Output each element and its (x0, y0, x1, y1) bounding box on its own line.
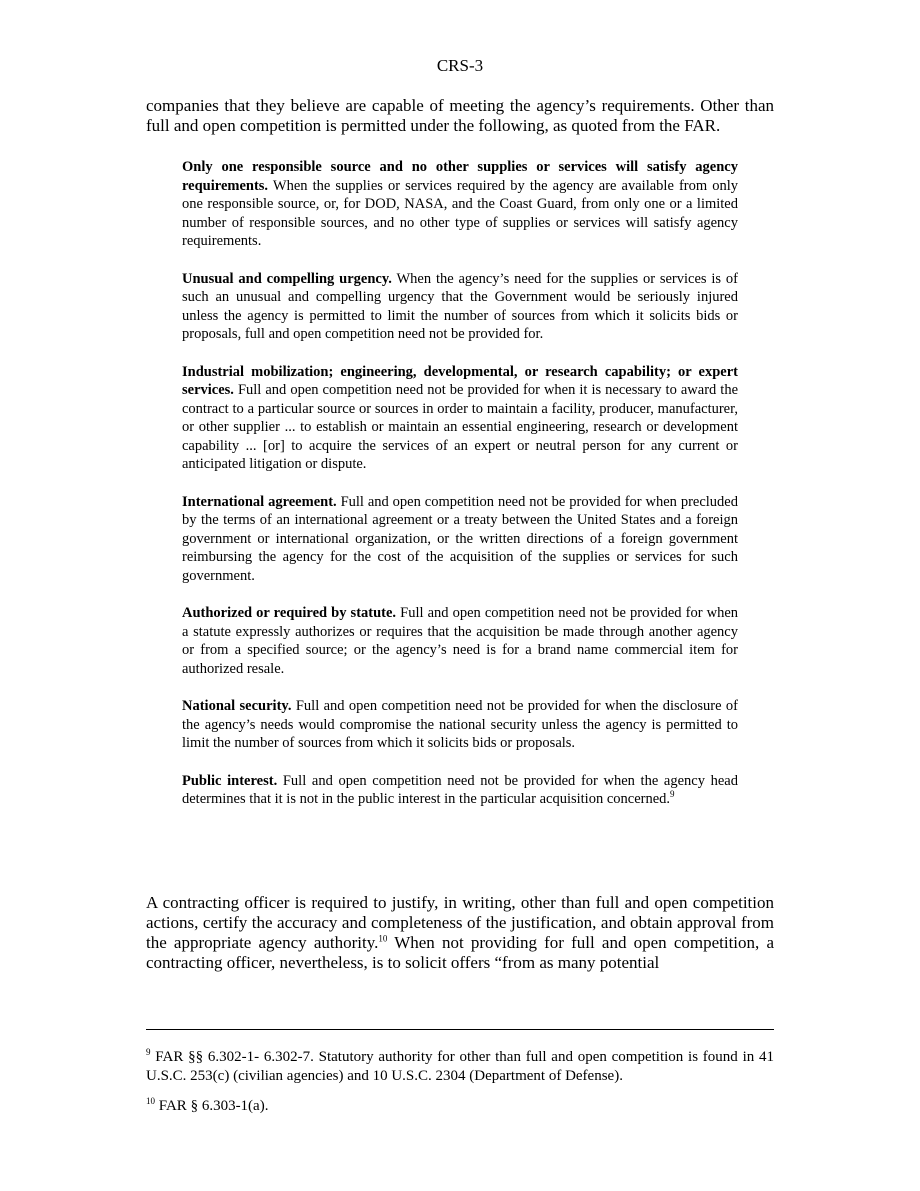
quote-text: Full and open competition need not be provided for when the disclosure of the agency’s needs would compromise the national security unless the agency is permitted to limit the number of sources from which it solicits bids or proposals. (182, 698, 738, 751)
quote-public-interest (182, 772, 738, 809)
quote-text: When the supplies or services required by the agency are available from only one responsible source, or, for DOD, NASA, and the Coast Guard, from only one or a limited number of responsible sources, and no other type of supplies or services will satisfy agency requirements. (182, 177, 739, 249)
quote-heading: Authorized or required by statute. (182, 605, 397, 621)
quote-industrial-mobilization (182, 363, 738, 474)
footnote-number: 10 (146, 1096, 155, 1106)
closing-paragraph (146, 893, 774, 973)
closing-text-part2: When not providing for full and open competition, a contracting officer, nevertheless, is to solicit offers “from as many potential (146, 933, 774, 972)
footnote (146, 1097, 774, 1116)
footnote-divider (146, 1029, 774, 1030)
quote-text: When the agency’s need for the supplies or services is of such an unusual and compelling urgency that the Government would be seriously injured unless the agency is permitted to limit the number of sources from which it solicits bids or proposals, full and open competition need not be provided for. (182, 270, 738, 342)
quote-heading: International agreement. (182, 493, 337, 510)
quote-statute (182, 604, 738, 678)
footnotes (146, 1048, 774, 1127)
footnote-text: FAR §§ 6.302-1- 6.302-7. Statutory authority for other than full and open competition is found in 41 U.S.C. 253(c) (civilian agencies) and 10 U.S.C. 2304 (Department of Defense). (146, 1049, 774, 1084)
closing-text-part1: A contracting officer is required to justify, in writing, other than full and open competition actions, certify the accuracy and completeness of the justification, and obtain approval from the appropriate agency authority. (146, 893, 774, 952)
quote-text: Full and open competition need not be provided for when it is necessary to award the contract to a particular source or sources in order to maintain a facility, producer, manufacturer, or other supplier ... to establish or maintain an essential engineering, research or development capability ... [or] to acquire the services of an expert or neutral person for any current or anticipated litigation or dispute. (182, 382, 739, 472)
quote-text: Full and open competition need not be provided for when the agency head determines that it is not in the public interest in the particular acquisition concerned. (182, 772, 738, 807)
quote-heading: Public interest. (182, 772, 278, 789)
footnote-text: FAR § 6.303-1(a). (155, 1098, 269, 1114)
quote-sole-source (182, 158, 738, 251)
page-header: CRS-3 (436, 56, 484, 75)
quote-heading: Industrial mobilization; engineering, developmental, or research capability; or expert services. (182, 363, 738, 398)
quote-text: Full and open competition need not be provided for when a statute expressly authorizes or requires that the acquisition be made through another agency or from a specified source; or the agency’s need is for a brand name commercial item for authorized resale. (182, 605, 739, 677)
footnote (146, 1048, 774, 1086)
far-quote-list (182, 158, 738, 828)
quote-international-agreement (182, 493, 738, 586)
footnote-ref[interactable]: 10 (378, 933, 388, 944)
quote-heading: National security. (182, 698, 292, 714)
quote-heading: Only one responsible source and no other supplies or services will satisfy agency requirements. (182, 159, 738, 194)
quote-national-security (182, 697, 738, 753)
quote-urgency (182, 270, 738, 344)
footnote-number: 9 (146, 1047, 151, 1057)
footnote-ref[interactable]: 9 (670, 789, 675, 800)
intro-paragraph: companies that they believe are capable of meeting the agency’s requirements. Other than full and open competition is permitted under the following, as quoted from the FAR. (146, 96, 774, 135)
quote-text: Full and open competition need not be provided for when precluded by the terms of an international agreement or a treaty between the United States and a foreign government or international organization, or the written directions of a foreign government reimbursing the agency for the cost of the acquisition of the supplies or services for such government. (182, 493, 738, 584)
quote-heading: Unusual and compelling urgency. (182, 270, 392, 287)
